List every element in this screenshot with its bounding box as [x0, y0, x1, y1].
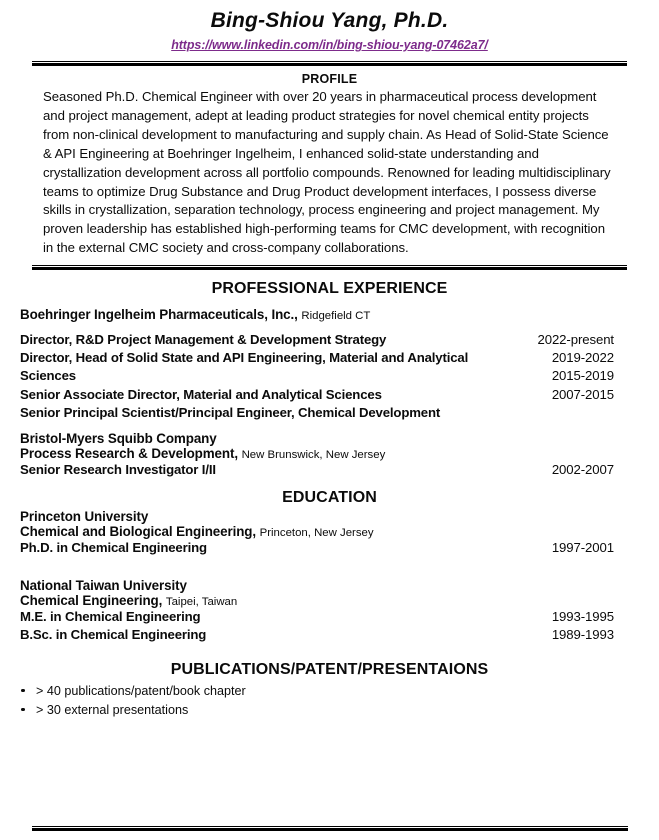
school-ntu-department — [20, 593, 614, 608]
experience-entries — [20, 307, 614, 479]
department-location: New Brunswick, New Jersey — [241, 449, 386, 462]
department-location: Taipei, Taiwan — [165, 595, 238, 608]
degree-row — [20, 608, 614, 626]
job-dates: 2002-2007 — [551, 462, 614, 478]
job-row — [20, 461, 614, 479]
employer-bms — [20, 431, 614, 446]
profile-section-body — [43, 88, 614, 258]
divider-thin-line — [32, 265, 627, 266]
department-location: Princeton, New Jersey — [259, 527, 374, 540]
school-princeton-department — [20, 524, 614, 539]
entry-spacer — [20, 322, 614, 331]
footer-divider-rule — [32, 826, 628, 831]
job-dates: 2019-2022 — [551, 350, 614, 366]
linkedin-profile-link[interactable]: https://www.linkedin.com/in/bing-shiou-yang-07462a7/ — [171, 38, 488, 53]
divider-thin-line — [32, 826, 628, 827]
job-row — [20, 349, 614, 367]
department-name: Chemical Engineering, — [20, 592, 163, 608]
employer-name: Boehringer Ingelheim Pharmaceuticals, Inc., — [20, 307, 298, 323]
divider-thick-line — [32, 267, 627, 270]
degree-row — [20, 626, 614, 644]
job-title: Senior Principal Scientist/Principal Engineer, Chemical Development — [20, 404, 441, 420]
school-name: National Taiwan University — [20, 577, 187, 593]
job-title: Senior Research Investigator I/II — [20, 462, 216, 478]
school-name: Princeton University — [20, 509, 149, 525]
job-row — [20, 331, 614, 349]
degree-title: M.E. in Chemical Engineering — [20, 608, 201, 624]
department-name: Chemical and Biological Engineering, — [20, 524, 256, 540]
resume-page — [0, 9, 659, 840]
divider-thin-line — [32, 61, 627, 62]
school-ntu — [20, 578, 614, 593]
job-dates: 2022-present — [537, 332, 614, 348]
education-section-heading: EDUCATION — [282, 489, 377, 507]
job-row — [20, 404, 614, 422]
publications-list — [0, 682, 659, 720]
education-entries — [20, 509, 614, 644]
employer-location: Ridgefield CT — [301, 310, 371, 323]
degree-row — [20, 539, 614, 557]
profile-divider-rule — [32, 265, 627, 270]
degree-dates: 1989-1993 — [551, 626, 614, 642]
candidate-name: Bing-Shiou Yang, Ph.D. — [210, 9, 449, 32]
job-dates: 2015-2019 — [551, 368, 614, 384]
publications-section-heading: PUBLICATIONS/PATENT/PRESENTAIONS — [170, 660, 489, 678]
job-dates: 2007-2015 — [551, 386, 614, 402]
header-divider-rule — [32, 61, 627, 66]
employer-bms-department — [20, 446, 614, 461]
job-title: Sciences — [20, 368, 76, 384]
job-row — [20, 367, 614, 385]
degree-title: Ph.D. in Chemical Engineering — [20, 540, 207, 556]
list-item: > 40 publications/patent/book chapter — [0, 682, 659, 701]
job-title: Senior Associate Director, Material and Analytical Sciences — [20, 386, 382, 402]
degree-dates: 1993-1995 — [551, 608, 614, 624]
divider-thick-line — [32, 63, 627, 66]
profile-text: Seasoned Ph.D. Chemical Engineer with over 20 years in pharmaceutical process development and project management, adept at leading product strategies for novel chemical entity projects from non-clinical development to manufacturing and supply chain. As Head of Solid-State Science & API Engineering at Boehringer Ingelheim, I enhanced solid-state understanding and crystallization development across all portfolio compounds. Renowned for leading multidisciplinary teams to optimize Drug Substance and Drug Product development interfaces, I possess diverse skills in crystallization, separation technology, process engineering and project management. My proven leadership has established high-performing teams for CMC development, with recognition in the external CMC society and cross-company collaborations. — [43, 89, 611, 256]
employer-name: Bristol-Myers Squibb Company — [20, 431, 217, 447]
list-item: > 30 external presentations — [0, 701, 659, 720]
job-row — [20, 386, 614, 404]
profile-section-heading: PROFILE — [301, 72, 358, 87]
job-title: Director, Head of Solid State and API Engineering, Material and Analytical — [20, 350, 469, 366]
school-princeton — [20, 509, 614, 524]
job-title: Director, R&D Project Management & Development Strategy — [20, 332, 387, 348]
employer-boehringer — [20, 307, 614, 322]
degree-dates: 1997-2001 — [551, 540, 614, 556]
linkedin-link-container — [0, 36, 659, 54]
degree-title: B.Sc. in Chemical Engineering — [20, 626, 207, 642]
experience-section-heading: PROFESSIONAL EXPERIENCE — [211, 280, 448, 298]
department-name: Process Research & Development, — [20, 446, 238, 462]
